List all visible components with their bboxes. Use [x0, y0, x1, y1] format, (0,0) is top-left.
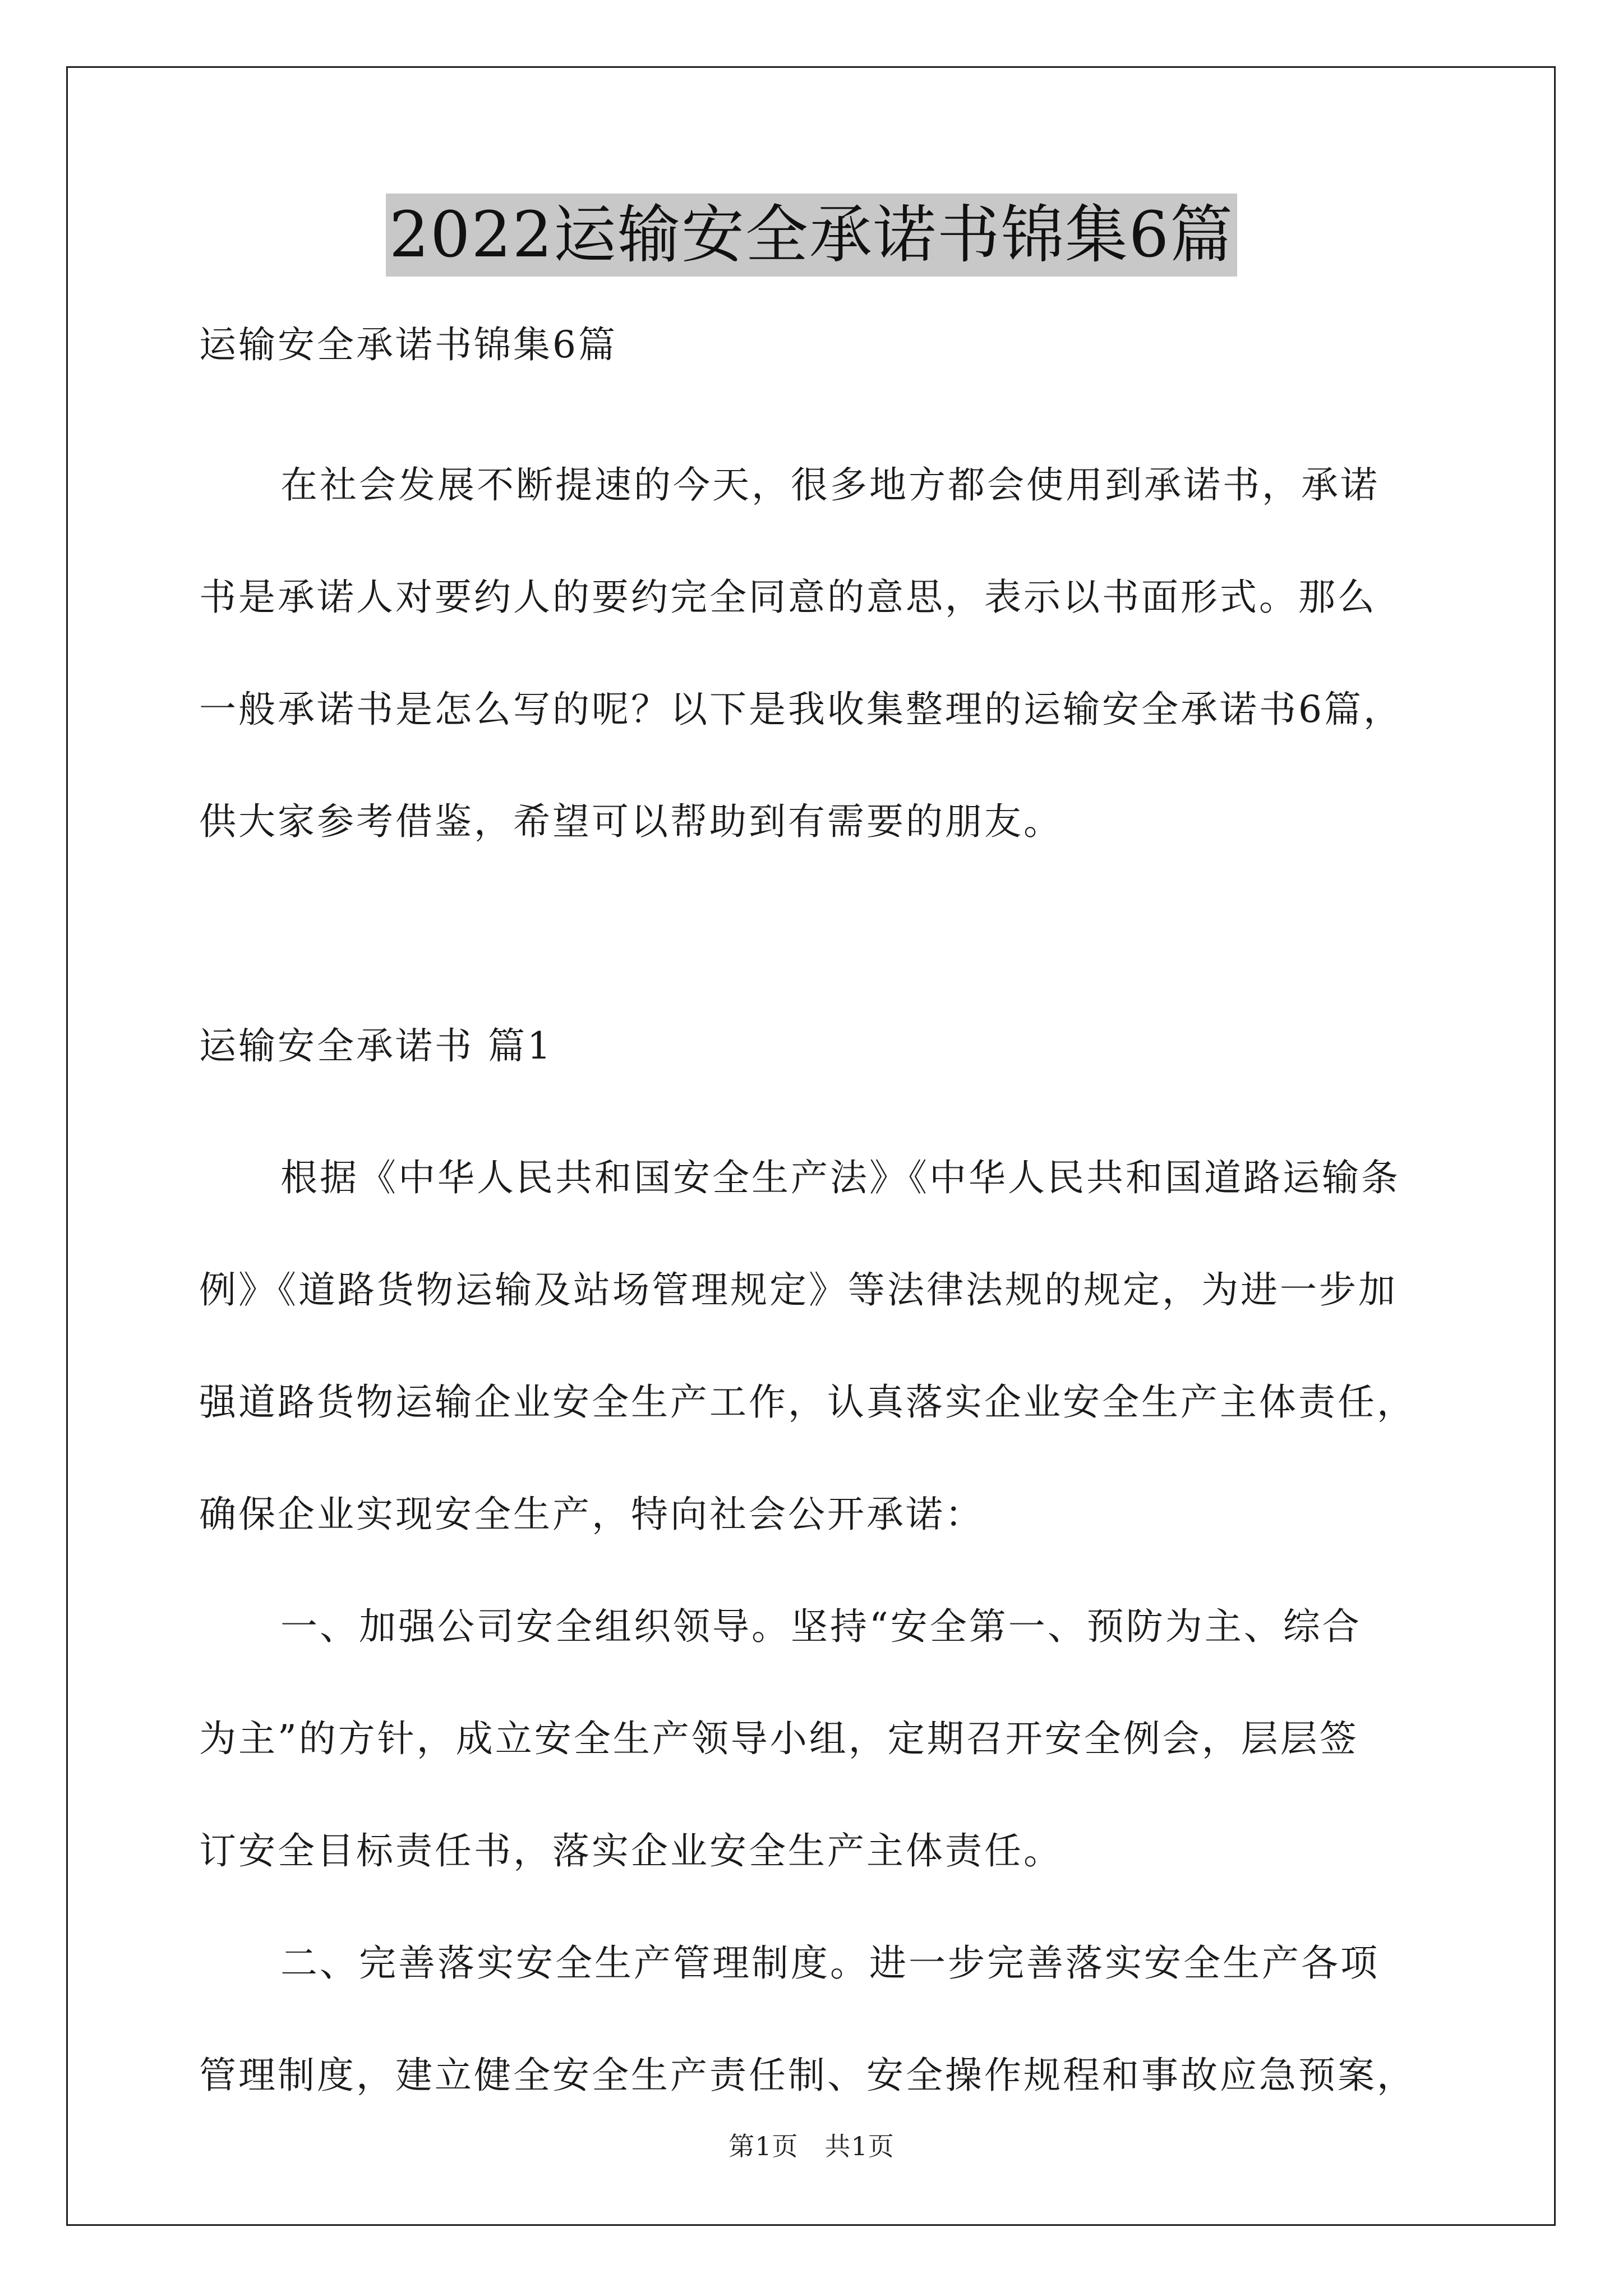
intro-line: 书是承诺人对要约人的要约完全同意的意思，表示以书面形式。那么 [199, 576, 1377, 619]
section-line: 一、加强公司安全组织领导。坚持“安全第一、预防为主、综合 [280, 1605, 1362, 1648]
page-border [66, 66, 1556, 2226]
intro-line: 供大家参考借鉴，希望可以帮助到有需要的朋友。 [199, 800, 1063, 843]
section-line: 例》《道路货物运输及站场管理规定》等法律法规的规定，为进一步加 [199, 1268, 1398, 1312]
section-line: 订安全目标责任书，落实企业安全生产主体责任。 [199, 1829, 1063, 1872]
section-heading: 运输安全承诺书 篇1 [199, 1024, 553, 1068]
document-subtitle: 运输安全承诺书锦集6篇 [199, 323, 617, 366]
section-line: 根据《中华人民共和国安全生产法》《中华人民共和国道路运输条 [280, 1156, 1400, 1199]
title-container [0, 194, 1623, 277]
intro-line: 在社会发展不断提速的今天，很多地方都会使用到承诺书，承诺 [280, 463, 1380, 507]
section-line: 强道路货物运输企业安全生产工作，认真落实企业安全生产主体责任， [199, 1381, 1416, 1424]
page-number-footer: 第1页 共1页 [728, 2131, 895, 2161]
section-line: 二、完善落实安全生产管理制度。进一步完善落实安全生产各项 [280, 1941, 1380, 1985]
section-line: 确保企业实现安全生产，特向社会公开承诺： [199, 1493, 984, 1536]
document-title: 2022运输安全承诺书锦集6篇 [386, 194, 1237, 277]
intro-line: 一般承诺书是怎么写的呢？以下是我收集整理的运输安全承诺书6篇， [199, 688, 1403, 731]
section-line: 管理制度，建立健全安全生产责任制、安全操作规程和事故应急预案， [199, 2054, 1416, 2097]
section-line: 为主”的方针，成立安全生产领导小组，定期召开安全例会，层层签 [199, 1717, 1359, 1760]
